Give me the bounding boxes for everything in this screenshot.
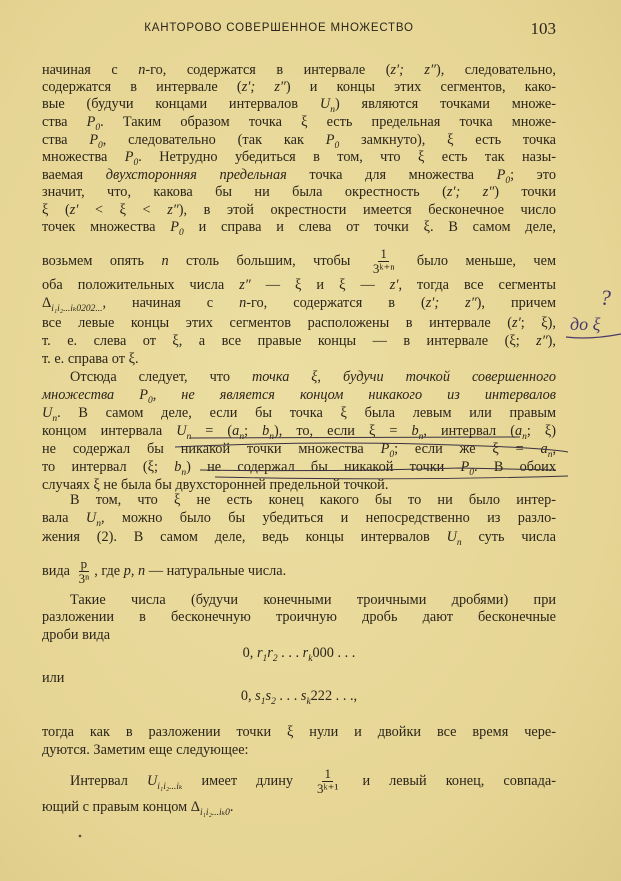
text-run: 000 . . . bbox=[312, 645, 356, 661]
chapter-title: КАНТОРОВО СОВЕРШЕННОЕ МНОЖЕСТВО bbox=[144, 22, 414, 34]
fraction-numerator: 1 bbox=[380, 246, 387, 261]
text-run: ) являются точками множе- bbox=[334, 96, 556, 112]
subscript: 0 bbox=[179, 228, 184, 238]
text-line bbox=[42, 293, 556, 313]
italic-text: p bbox=[123, 562, 131, 579]
text-run: вые (будучи концами интервалов bbox=[42, 96, 320, 112]
text-run: ), то, если ξ = bbox=[273, 423, 412, 439]
text-run: < ξ < bbox=[78, 202, 168, 218]
subscript: n bbox=[456, 538, 462, 548]
margin-question-mark: ? bbox=[600, 285, 611, 310]
text-run: точка для множества bbox=[286, 167, 497, 183]
text-run: т. е. справа от ξ. bbox=[42, 351, 139, 367]
italic-text: U bbox=[176, 423, 187, 439]
italic-text: a bbox=[514, 423, 523, 439]
text-run: случаях ξ не была бы двухсторонней предельной точкой. bbox=[42, 477, 389, 493]
text-line bbox=[42, 607, 556, 627]
text-run: Такие числа (будучи конечными троичными дробями) при bbox=[70, 592, 556, 608]
text-run: ) не содержал бы никакой точки bbox=[186, 459, 461, 475]
text-run: — ξ и ξ — bbox=[250, 277, 390, 293]
text-run: ства bbox=[42, 132, 90, 148]
text-line bbox=[42, 722, 556, 742]
subscript: 0 bbox=[334, 141, 340, 151]
text-run: возьмем опять bbox=[42, 252, 162, 269]
subscript: n bbox=[96, 519, 101, 529]
text-line bbox=[42, 457, 556, 477]
subscript: i₁i₂...iₖ0 bbox=[199, 808, 230, 818]
text-run: = ( bbox=[191, 423, 233, 439]
text-run: ; если же ξ = bbox=[394, 441, 541, 457]
italic-text: P bbox=[170, 219, 180, 235]
text-run: 222 . . ., bbox=[310, 688, 358, 704]
text-run: . bbox=[229, 799, 234, 815]
subscript: n bbox=[418, 432, 424, 442]
subscript: n bbox=[330, 105, 335, 115]
text-run: ), причем bbox=[476, 295, 556, 311]
text-run: ваемая bbox=[42, 167, 106, 183]
text-line bbox=[42, 668, 556, 688]
italic-text: z″ bbox=[536, 333, 548, 349]
text-line bbox=[42, 643, 556, 663]
italic-text: , не является концом никакого из интервалов bbox=[152, 387, 556, 403]
italic-text: z″ bbox=[167, 202, 179, 218]
italic-text: U bbox=[146, 772, 158, 789]
italic-text: r bbox=[256, 645, 263, 661]
italic-text: U bbox=[85, 510, 97, 526]
text-run: . В обоих bbox=[474, 459, 556, 475]
subscript: i₁i₂...iₖ bbox=[157, 781, 183, 792]
text-run: , тогда все сегменты bbox=[398, 277, 556, 293]
text-run: начиная с bbox=[42, 62, 139, 78]
text-line bbox=[42, 147, 556, 167]
text-line bbox=[42, 331, 556, 351]
text-run: . Таким образом точка ξ есть предельная точка множе- bbox=[100, 114, 556, 130]
text-line bbox=[42, 313, 556, 333]
subscript: 0 bbox=[469, 468, 475, 478]
text-line bbox=[42, 112, 556, 132]
text-run: содержатся в интервале ( bbox=[42, 79, 242, 95]
text-run: множества bbox=[42, 149, 125, 165]
italic-text: b bbox=[174, 459, 182, 475]
text-run: суть числа bbox=[461, 529, 556, 545]
italic-text: P bbox=[460, 459, 470, 475]
text-line bbox=[42, 527, 556, 547]
subscript: 0 bbox=[389, 450, 395, 460]
italic-text: P bbox=[325, 132, 335, 148]
text-line bbox=[42, 349, 556, 369]
text-run: ; ξ), bbox=[520, 315, 556, 331]
subscript: n bbox=[52, 414, 58, 424]
text-run: ), следовательно, bbox=[435, 62, 556, 78]
italic-text: z″ bbox=[239, 277, 251, 293]
italic-text: P bbox=[496, 167, 506, 183]
subscript: 0 bbox=[147, 396, 153, 406]
text-line bbox=[42, 556, 556, 586]
text-run: В том, что ξ не есть конец какого бы то ни было интер- bbox=[70, 492, 556, 508]
text-run: вида bbox=[42, 562, 74, 579]
text-run: вала bbox=[42, 510, 86, 526]
italic-text: U bbox=[446, 529, 457, 545]
subscript: n bbox=[547, 450, 553, 460]
text-run: дуются. Заметим еще следующее: bbox=[42, 742, 249, 758]
text-run: ), в этой окрестности имеется бесконечное число bbox=[178, 202, 556, 218]
text-line bbox=[42, 490, 556, 510]
text-run: имеет длину bbox=[182, 772, 313, 789]
text-run: . Нетрудно убедиться в том, что ξ есть так назы- bbox=[138, 149, 556, 165]
italic-text: U bbox=[319, 96, 331, 112]
italic-text: a bbox=[232, 423, 240, 439]
italic-text: a bbox=[540, 441, 548, 457]
text-line bbox=[42, 217, 556, 237]
text-run: , bbox=[130, 562, 139, 579]
text-run: -го, содержатся в ( bbox=[246, 295, 426, 311]
italic-text: P bbox=[380, 441, 390, 457]
text-run: оба положительных числа bbox=[42, 277, 240, 293]
italic-text: множества P bbox=[42, 387, 148, 403]
text-run: ства bbox=[42, 114, 87, 130]
subscript: 0 bbox=[505, 176, 511, 186]
text-line bbox=[42, 403, 556, 423]
text-line bbox=[42, 797, 556, 817]
italic-text: z′; z″ bbox=[425, 295, 477, 311]
text-run: . . . bbox=[277, 645, 303, 661]
text-run: — натуральные числа. bbox=[145, 562, 287, 579]
italic-text: P bbox=[86, 114, 96, 130]
text-run: столь большим, чтобы bbox=[168, 252, 368, 269]
text-run: 0, bbox=[242, 645, 257, 661]
fraction bbox=[315, 767, 340, 796]
italic-text: s bbox=[300, 688, 307, 704]
running-header bbox=[42, 19, 556, 40]
subscript: 1 bbox=[260, 697, 266, 707]
subscript: k bbox=[308, 654, 313, 664]
subscript: i₁i₂...iₖ0202... bbox=[51, 304, 103, 314]
text-run: т. е. слева от ξ, а все правые концы — в интервале (ξ; bbox=[42, 333, 537, 349]
italic-text: z′ bbox=[512, 315, 521, 331]
subscript: n bbox=[181, 468, 187, 478]
text-run: -го, содержатся в интервале ( bbox=[145, 62, 391, 78]
fraction-denominator: 3ᵏ⁺ⁿ bbox=[372, 261, 395, 276]
subscript: 1 bbox=[262, 654, 268, 664]
text-run: концом интервала bbox=[42, 423, 177, 439]
text-run: ξ ( bbox=[42, 202, 70, 218]
italic-text: s bbox=[255, 688, 261, 704]
italic-text: n bbox=[138, 562, 146, 579]
subscript: n bbox=[522, 432, 527, 442]
text-run: или bbox=[42, 670, 65, 686]
italic-text: z′ bbox=[69, 202, 79, 218]
italic-text: точка ξ, будучи точкой совершенного bbox=[251, 369, 556, 385]
text-run: тогда как в разложении точки ξ нули и двойки все время чере- bbox=[42, 724, 556, 740]
text-run: значит, что, какова бы ни была окрестность ( bbox=[42, 184, 447, 200]
text-line bbox=[42, 625, 556, 645]
text-run: ющий с правым концом Δ bbox=[42, 799, 200, 815]
text-run: , где bbox=[94, 562, 124, 579]
subscript: 0 bbox=[133, 158, 139, 168]
text-run: Отсюда следует, что bbox=[70, 369, 252, 385]
text-run: было меньше, чем bbox=[399, 252, 557, 269]
fraction-numerator: p bbox=[80, 556, 88, 571]
text-line bbox=[42, 182, 556, 202]
fraction-denominator: 3ⁿ bbox=[78, 571, 90, 586]
text-run: все левые концы этих сегментов расположены в интервале ( bbox=[42, 315, 513, 331]
italic-text: n bbox=[138, 62, 146, 78]
subscript: n bbox=[239, 432, 245, 442]
text-line bbox=[42, 421, 556, 441]
text-run: ), bbox=[547, 333, 556, 349]
text-run: дроби вида bbox=[42, 627, 111, 643]
text-run: разложении в бесконечную троичную дробь дают бесконечные bbox=[42, 609, 556, 625]
text-run: точек множества bbox=[42, 219, 171, 235]
text-run: . В самом деле, если бы точка ξ была левым или правым bbox=[57, 405, 556, 421]
text-line bbox=[42, 275, 556, 295]
text-line bbox=[42, 439, 556, 459]
subscript: 2 bbox=[271, 697, 276, 707]
italic-text: s bbox=[265, 688, 272, 704]
subscript: 0 bbox=[98, 141, 103, 151]
text-line bbox=[42, 508, 556, 528]
text-run: Интервал bbox=[70, 772, 147, 789]
italic-text: r bbox=[267, 645, 273, 661]
italic-text: n bbox=[239, 295, 247, 311]
subscript: 2 bbox=[272, 654, 278, 664]
text-line bbox=[42, 246, 557, 276]
text-line bbox=[42, 367, 556, 387]
fraction-numerator: 1 bbox=[324, 766, 331, 781]
italic-text: двухсторонняя предельная bbox=[105, 167, 287, 183]
fraction bbox=[77, 557, 92, 586]
text-line bbox=[42, 740, 556, 760]
text-run: , интервал ( bbox=[423, 423, 515, 439]
text-run: и левый конец, совпада- bbox=[343, 772, 556, 789]
text-run: замкнуто), ξ есть точка bbox=[339, 132, 557, 148]
italic-text: z′ bbox=[389, 277, 399, 293]
text-run: 0, bbox=[240, 688, 256, 704]
italic-text: r bbox=[302, 645, 309, 661]
text-run: и справа и слева от точки ξ. В самом деле, bbox=[183, 219, 556, 235]
fraction-denominator: 3ᵏ⁺¹ bbox=[317, 781, 339, 796]
text-line bbox=[42, 686, 556, 706]
text-run: не содержал бы никакой точки множества bbox=[42, 441, 381, 457]
page-number: 103 bbox=[530, 19, 556, 38]
text-run: Δ bbox=[42, 295, 52, 311]
italic-text: b bbox=[262, 423, 270, 439]
text-run: то интервал (ξ; bbox=[42, 459, 175, 475]
italic-text: P bbox=[124, 149, 134, 165]
subscript: n bbox=[269, 432, 274, 442]
subscript: k bbox=[306, 697, 311, 707]
text-run: , начиная с bbox=[102, 295, 240, 311]
text-run: ) точки bbox=[494, 184, 556, 200]
italic-text: P bbox=[89, 132, 99, 148]
italic-text: z′; z″ bbox=[390, 62, 436, 78]
italic-text: z′; z″ bbox=[446, 184, 495, 200]
text-line bbox=[42, 766, 556, 796]
text-run: , bbox=[552, 441, 557, 457]
subscript: n bbox=[186, 432, 192, 442]
text-run: ; это bbox=[510, 167, 556, 183]
text-run: . . . bbox=[275, 688, 301, 704]
text-run: ; bbox=[244, 423, 263, 439]
text-run: ; ξ) bbox=[526, 423, 557, 439]
margin-note: до ξ bbox=[570, 314, 601, 334]
text-run: жения (2). В самом деле, ведь концы интервалов bbox=[42, 529, 447, 545]
italic-text: b bbox=[411, 423, 419, 439]
fraction bbox=[371, 247, 397, 276]
text-run: , следовательно (так как bbox=[102, 132, 326, 148]
text-run: ) и концы этих сегментов, како- bbox=[285, 79, 556, 95]
text-line bbox=[42, 94, 556, 114]
subscript: 0 bbox=[95, 123, 101, 133]
italic-text: U bbox=[42, 405, 53, 421]
italic-text: z′; z″ bbox=[241, 79, 286, 95]
text-line bbox=[42, 385, 556, 405]
italic-text: n bbox=[161, 252, 169, 269]
text-run: , можно было бы убедиться и непосредственно из разло- bbox=[100, 510, 556, 526]
